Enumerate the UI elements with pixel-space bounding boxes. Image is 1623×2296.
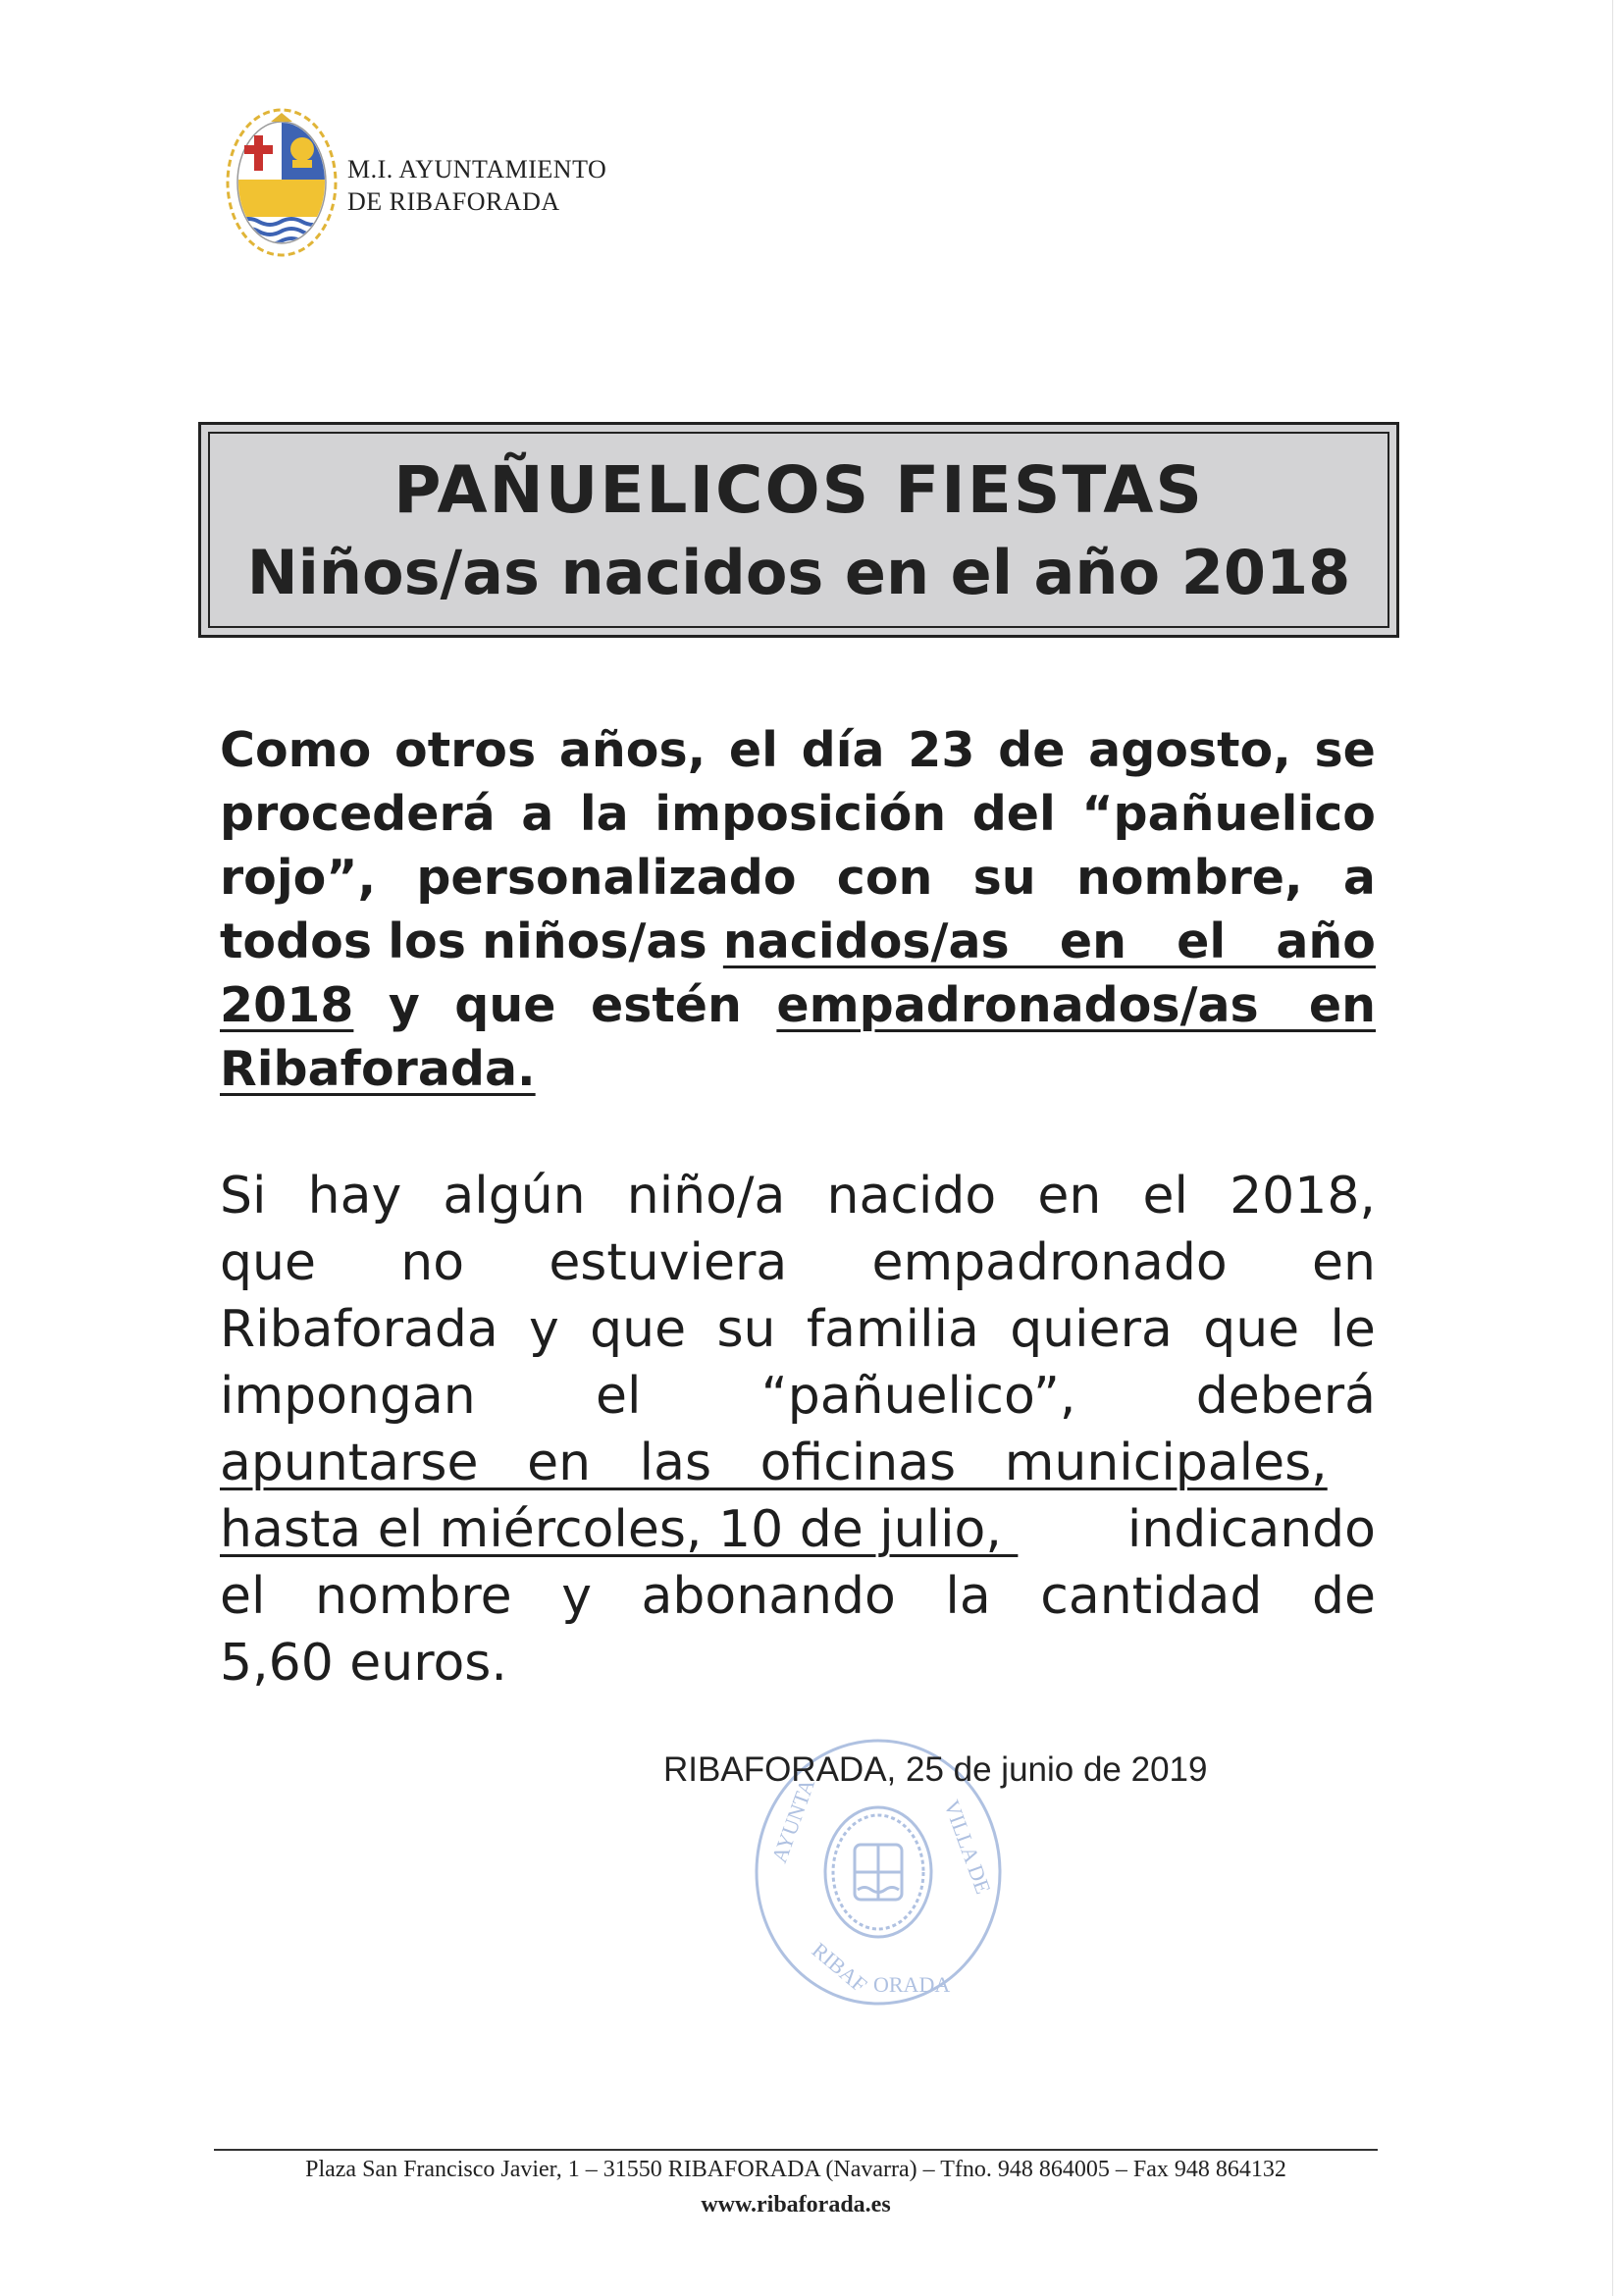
word: estén xyxy=(590,977,742,1033)
text-line xyxy=(220,1163,1376,1229)
text-line xyxy=(220,973,1376,1037)
svg-text:RIBAF: RIBAF xyxy=(807,1937,872,1998)
text-line xyxy=(220,1630,1376,1696)
footer-address: Plaza San Francisco Javier, 1 – 31550 RIBAFORADA (Navarra) – Tfno. 948 864005 – Fax 948 864132 xyxy=(305,2157,1286,2182)
word: en xyxy=(1312,1233,1376,1292)
word: que xyxy=(220,1233,316,1292)
amount: 5,60 euros. xyxy=(220,1634,507,1693)
word: Ribaforada xyxy=(220,1300,498,1359)
word: “pañuelico”, xyxy=(760,1367,1076,1426)
word: y xyxy=(561,1567,592,1626)
word: empadronado xyxy=(871,1233,1228,1292)
word: del xyxy=(971,786,1056,842)
word: le xyxy=(1330,1300,1376,1359)
word: su xyxy=(972,850,1036,906)
word: no xyxy=(400,1233,465,1292)
svg-text:AYUNTA: AYUNTA xyxy=(766,1775,820,1866)
word: otros xyxy=(394,722,537,778)
org-line-2: DE RIBAFORADA xyxy=(347,187,560,216)
underlined-birth-year: nacidos/as en el año xyxy=(722,913,1376,969)
word: y xyxy=(529,1300,559,1359)
word: indicando xyxy=(1126,1500,1376,1559)
text-line xyxy=(220,1296,1376,1363)
page-edge xyxy=(1612,0,1613,2296)
word: nacido xyxy=(826,1167,997,1226)
text-line xyxy=(220,910,1376,973)
text-line xyxy=(220,1037,1376,1101)
word: agosto, xyxy=(1088,722,1291,778)
text-line xyxy=(220,846,1376,910)
underlined-registered: empadronados/as en xyxy=(776,977,1376,1033)
word: el xyxy=(596,1367,642,1426)
word: rojo”, xyxy=(220,850,377,906)
word: procederá xyxy=(220,786,496,842)
word: 23 xyxy=(908,722,975,778)
word: deberá xyxy=(1195,1367,1376,1426)
word: se xyxy=(1314,722,1376,778)
word: su xyxy=(716,1300,776,1359)
word: día xyxy=(801,722,885,778)
coat-of-arms-icon xyxy=(224,106,340,259)
org-line-1: M.I. AYUNTAMIENTO xyxy=(347,155,607,183)
word: el xyxy=(220,1567,266,1626)
word: Si xyxy=(220,1167,267,1226)
word: de xyxy=(1311,1567,1376,1626)
underlined-year: 2018 xyxy=(220,977,354,1033)
text-line xyxy=(220,1563,1376,1630)
word: todos xyxy=(220,913,372,969)
word: que xyxy=(1203,1300,1300,1359)
text-line xyxy=(220,718,1376,782)
word: niños/as xyxy=(482,913,707,969)
word: personalizado xyxy=(416,850,797,906)
footer-website: www.ribaforada.es xyxy=(701,2192,891,2218)
word: nombre, xyxy=(1075,850,1303,906)
paragraph-announcement xyxy=(220,718,1376,1101)
word: estuviera xyxy=(549,1233,788,1292)
title-sub: Niños/as nacidos en el año 2018 xyxy=(246,537,1351,608)
word: familia xyxy=(806,1300,979,1359)
organization-name xyxy=(347,153,606,218)
word: a xyxy=(521,786,554,842)
word: Como xyxy=(220,722,372,778)
word: con xyxy=(836,850,933,906)
title-box xyxy=(198,422,1399,638)
word: 2018, xyxy=(1230,1167,1376,1226)
word: quiera xyxy=(1010,1300,1173,1359)
paragraph-instructions xyxy=(220,1163,1376,1696)
word: que xyxy=(590,1300,687,1359)
signature-date: RIBAFORADA, 25 de junio de 2019 xyxy=(663,1750,1208,1789)
word: “pañuelico xyxy=(1081,786,1376,842)
word: cantidad xyxy=(1040,1567,1263,1626)
text-line xyxy=(220,782,1376,846)
text-line xyxy=(220,1363,1376,1430)
word: el xyxy=(728,722,778,778)
word: y xyxy=(388,977,420,1033)
word: hay xyxy=(307,1167,402,1226)
text-line xyxy=(220,1430,1376,1496)
footer-divider xyxy=(214,2149,1378,2151)
word: impongan xyxy=(220,1367,476,1426)
text-line xyxy=(220,1496,1376,1563)
word: en xyxy=(1037,1167,1102,1226)
underlined-town: Ribaforada. xyxy=(220,1041,536,1097)
word: nombre xyxy=(315,1567,512,1626)
word: el xyxy=(1142,1167,1188,1226)
word: de xyxy=(998,722,1066,778)
underlined-offices: apuntarse en las oficinas municipales, xyxy=(220,1434,1328,1492)
word: que xyxy=(454,977,556,1033)
word: la xyxy=(579,786,629,842)
word: a xyxy=(1342,850,1376,906)
word: imposición xyxy=(654,786,947,842)
word: niño/a xyxy=(626,1167,786,1226)
word: abonando xyxy=(641,1567,896,1626)
svg-text:ORADA: ORADA xyxy=(873,1972,951,1997)
word: los xyxy=(388,913,466,969)
title-main: PAÑUELICOS FIESTAS xyxy=(393,452,1204,528)
word: años, xyxy=(558,722,707,778)
text-line xyxy=(220,1229,1376,1296)
word: algún xyxy=(443,1167,586,1226)
svg-text:VILLA DE: VILLA DE xyxy=(939,1797,996,1898)
underlined-deadline: hasta el miércoles, 10 de julio, xyxy=(220,1500,1019,1559)
word: la xyxy=(945,1567,991,1626)
